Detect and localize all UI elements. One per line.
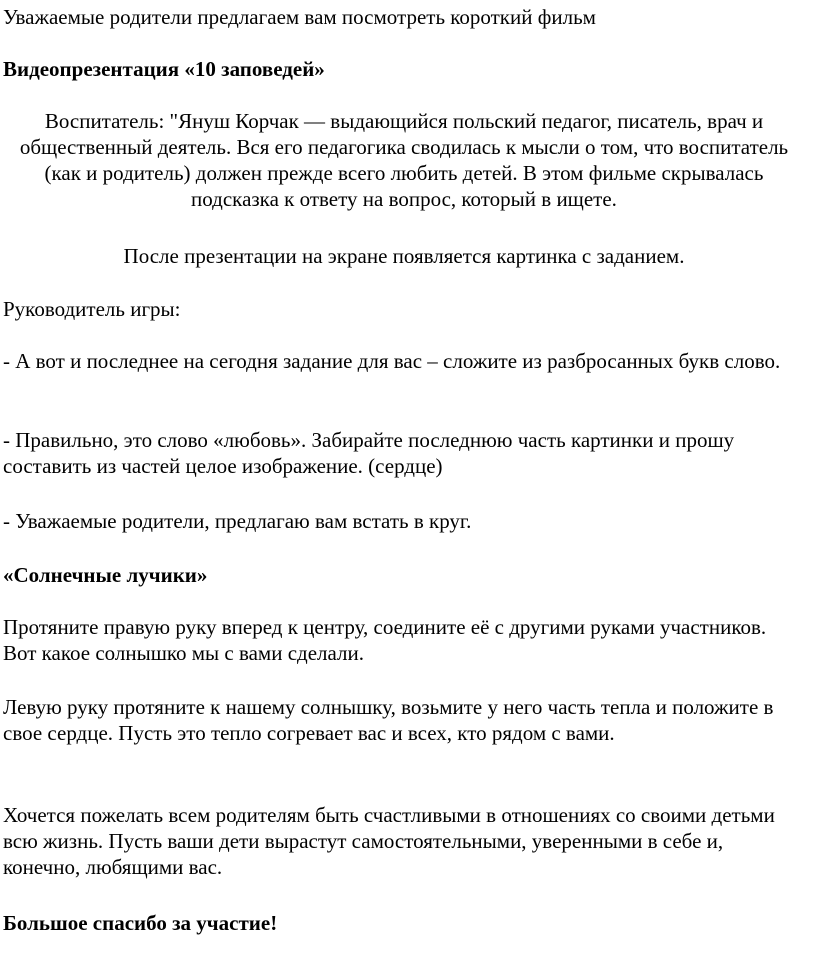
task-paragraph: - А вот и последнее на сегодня задание для вас – сложите из разбросанных букв слово. [3, 349, 781, 373]
correct-answer-paragraph: - Правильно, это слово «любовь». Забирайте последнюю часть картинки и прошу составить из частей целое изображение. (сердце) [3, 428, 735, 478]
video-title: Видеопрезентация «10 заповедей» [3, 57, 325, 81]
wish-paragraph: Хочется пожелать всем родителям быть счастливыми в отношениях со своими детьми всю жизнь. Пусть ваши дети вырастут самостоятельными, уверенными в себе и, конечно, любящими вас. [3, 803, 775, 879]
thanks-heading: Большое спасибо за участие! [3, 911, 278, 935]
circle-paragraph: - Уважаемые родители, предлагаю вам встать в круг. [3, 509, 472, 533]
educator-paragraph: Воспитатель: "Януш Корчак — выдающийся польский педагог, писатель, врач и общественный деятель. Вся его педагогика сводилась к мысли о том, что воспитатель (как и родитель) должен прежде всего любить детей. В этом фильме скрывалась подсказка к ответу на вопрос, который в ищете. [19, 109, 789, 211]
right-hand-paragraph: Протяните правую руку вперед к центру, соедините её с другими руками участников. Вот какое солнышко мы с вами сделали. [3, 615, 767, 665]
exercise-title: «Солнечные лучики» [3, 563, 208, 587]
left-hand-paragraph: Левую руку протяните к нашему солнышку, возьмите у него часть тепла и положите в свое сердце. Пусть это тепло согревает вас и всех, кто рядом с вами. [3, 695, 774, 745]
after-presentation-paragraph: После презентации на экране появляется картинка с заданием. [123, 244, 685, 268]
intro-paragraph: Уважаемые родители предлагаем вам посмотреть короткий фильм [3, 5, 596, 29]
game-leader-label: Руководитель игры: [3, 297, 181, 321]
